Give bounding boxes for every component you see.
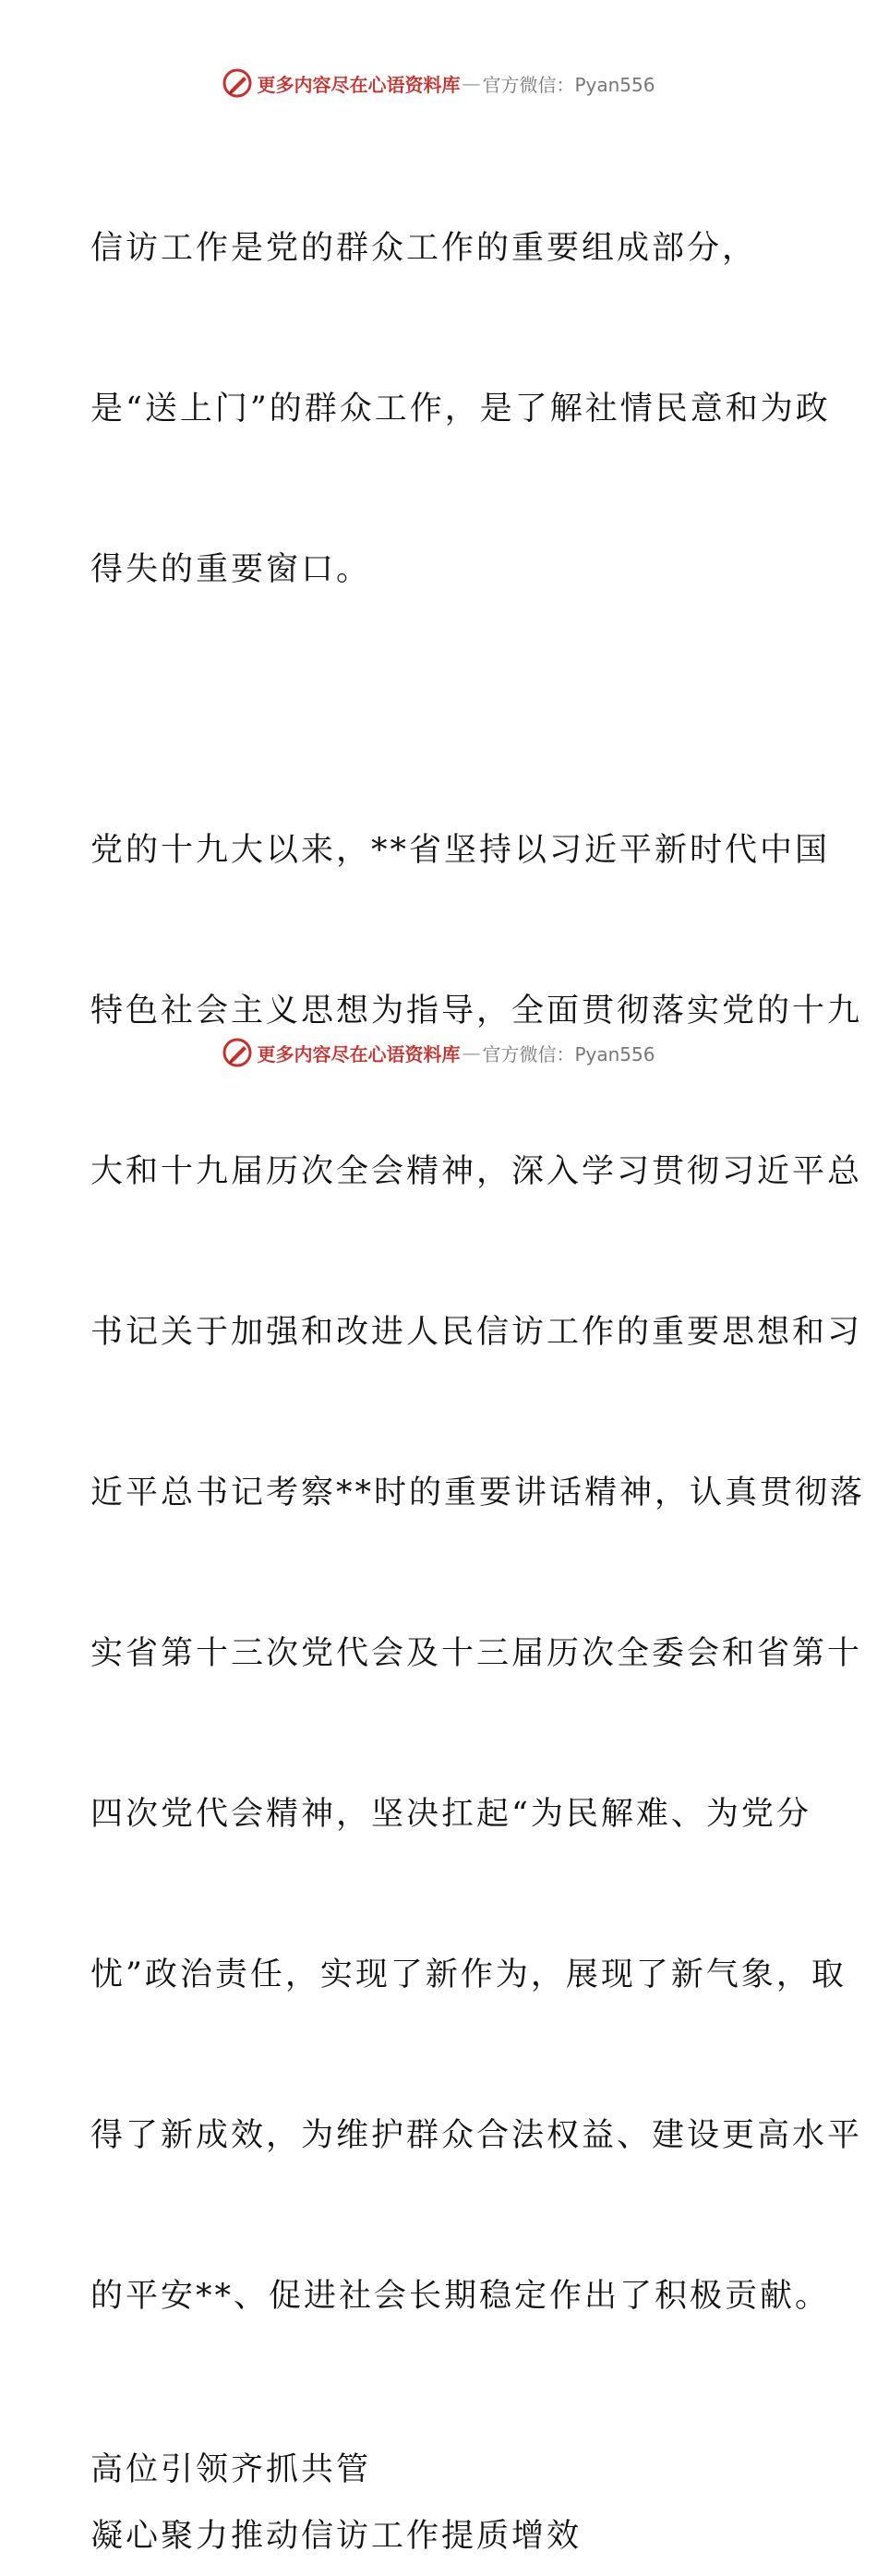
- watermark-footer: [0, 1034, 877, 1071]
- paragraph-line: 近平总书记考察**时的重要讲话精神，认真贯彻落: [90, 1475, 866, 1511]
- watermark-brand: 更多内容尽在心语资料库: [257, 73, 461, 96]
- paragraph-line: 四次党代会精神，坚决扛起“为民解难、为党分: [90, 1796, 811, 1833]
- watermark-brand: 更多内容尽在心语资料库: [257, 1042, 461, 1065]
- watermark-wechat: 官方微信：Pyan556: [482, 1042, 655, 1065]
- pen-logo-icon: [222, 1037, 253, 1068]
- paragraph-line: 的平安**、促进社会长期稳定作出了积极贡献。: [90, 2278, 831, 2315]
- paragraph-line: 得失的重要窗口。: [90, 551, 372, 588]
- watermark-dash: —: [462, 1041, 481, 1064]
- paragraph-line: 实省第十三次党代会及十三届历次全委会和省第十: [90, 1635, 863, 1672]
- paragraph-main: [90, 716, 866, 2430]
- paragraph-line: 是“送上门”的群众工作，是了解社情民意和为政: [90, 391, 831, 427]
- section-heading: 高位引领齐抓共管: [90, 2451, 372, 2488]
- paragraph-intro: [90, 114, 831, 704]
- section-subheading: 凝心聚力推动信访工作提质增效: [90, 2518, 583, 2555]
- paragraph-line: 特色社会主义思想为指导，全面贯彻落实党的十九: [90, 993, 863, 1029]
- paragraph-line: 党的十九大以来，**省坚持以习近平新时代中国: [90, 832, 831, 869]
- paragraph-line: 书记关于加强和改进人民信访工作的重要思想和习: [90, 1314, 863, 1351]
- paragraph-line: 大和十九届历次全会精神，深入学习贯彻习近平总: [90, 1153, 863, 1190]
- watermark-dash: —: [462, 72, 481, 94]
- document-body: [90, 114, 866, 2576]
- pen-logo-icon: [222, 67, 253, 99]
- paragraph-line: 得了新成效，为维护群众合法权益、建设更高水平: [90, 2117, 863, 2154]
- watermark-header: [0, 65, 877, 102]
- paragraph-line: 信访工作是党的群众工作的重要组成部分，: [90, 230, 758, 267]
- paragraph-line: 忧”政治责任，实现了新作为，展现了新气象，取: [90, 1956, 847, 1993]
- watermark-wechat: 官方微信：Pyan556: [482, 73, 655, 96]
